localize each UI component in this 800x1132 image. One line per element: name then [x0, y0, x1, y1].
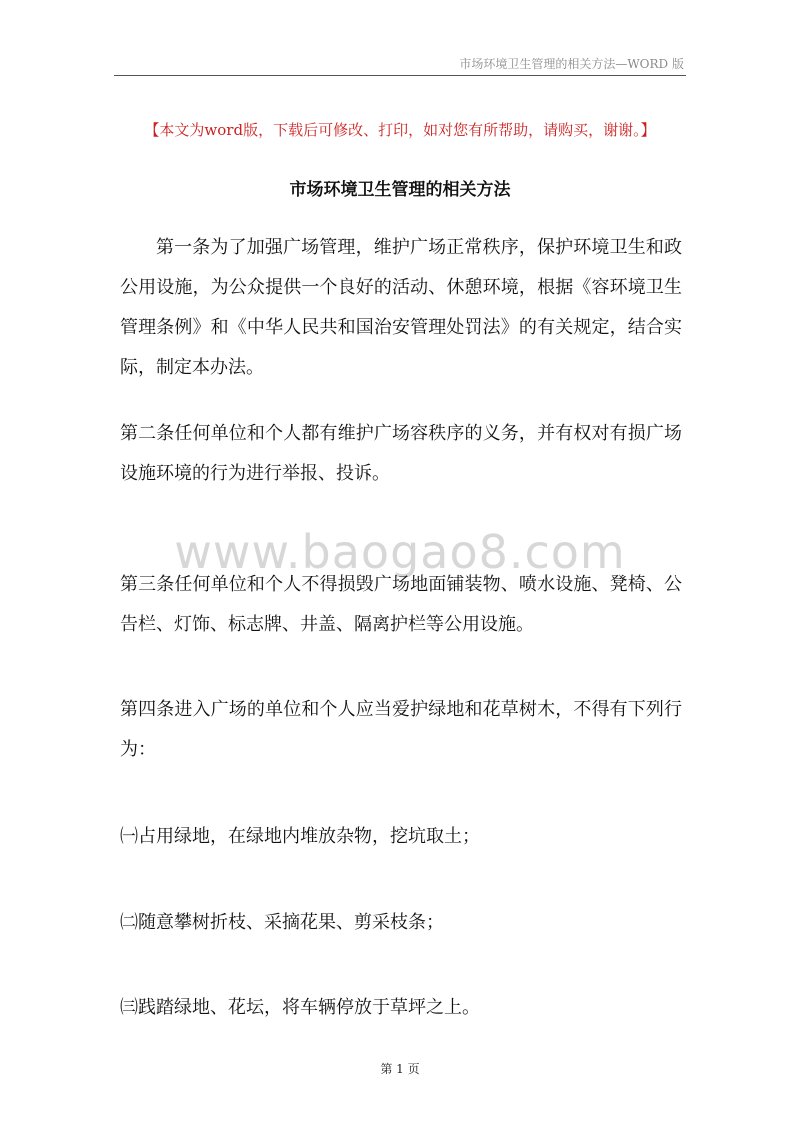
running-header: 市场环境卫生管理的相关方法—WORD 版	[459, 57, 684, 71]
watermark: www.baogao8.com	[174, 525, 626, 579]
paragraph-article-4: 第四条进入广场的单位和个人应当爱护绿地和花草树木，不得有下列行为：	[120, 699, 682, 760]
list-item-2: ㈡随意攀树折枝、采摘花果、剪采枝条；	[120, 912, 444, 933]
paragraph-article-1: 第一条为了加强广场管理，维护广场正常秩序，保护环境卫生和政公用设施，为公众提供一个良好的活动、休憩环境，根据《容环境卫生管理条例》和《中华人民共和国治安管理处罚法》的有关规定，结合实际，制定本办法。	[120, 237, 682, 378]
list-item-1: ㈠占用绿地，在绿地内堆放杂物，挖坑取土；	[120, 826, 480, 847]
header-divider	[114, 75, 686, 76]
purchase-notice: 【本文为word版，下载后可修改、打印，如对您有所帮助，请购买，谢谢。】	[144, 121, 656, 139]
paragraph-article-3: 第三条任何单位和个人不得损毁广场地面铺装物、喷水设施、凳椅、公告栏、灯饰、标志牌、井盖、隔离护栏等公用设施。	[120, 574, 682, 635]
page-number: 第 1 页	[380, 1062, 420, 1076]
document-title: 市场环境卫生管理的相关方法	[289, 180, 511, 200]
list-item-3: ㈢践踏绿地、花坛，将车辆停放于草坪之上。	[120, 997, 480, 1018]
paragraph-article-2: 第二条任何单位和个人都有维护广场容秩序的义务，并有权对有损广场设施环境的行为进行举报、投诉。	[120, 423, 682, 484]
